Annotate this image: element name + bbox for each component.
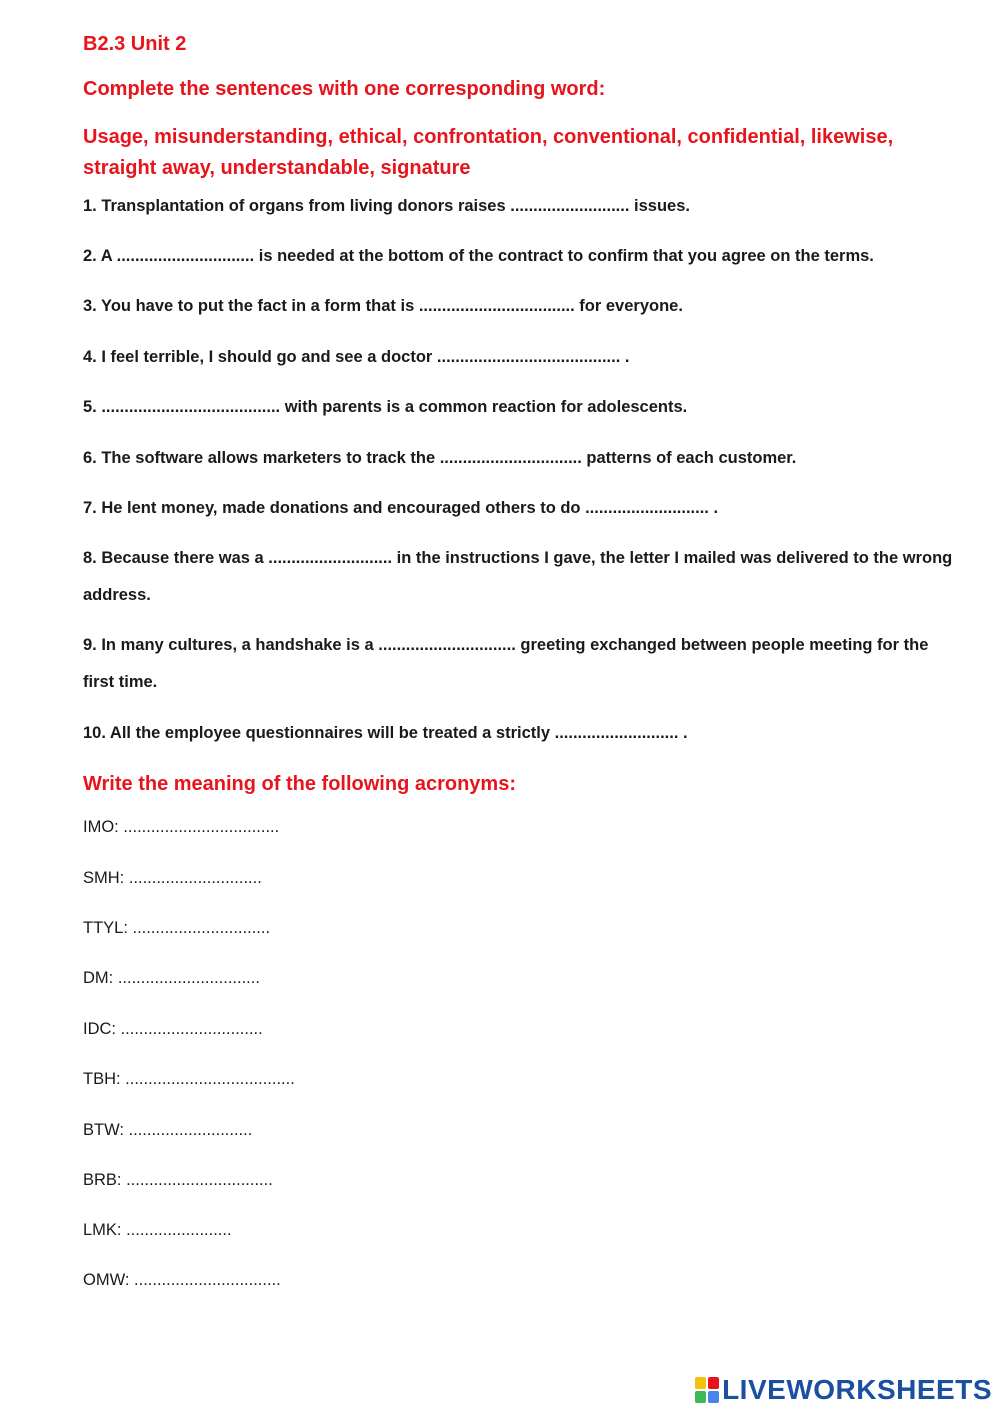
word-bank: Usage, misunderstanding, ethical, confrontation, conventional, confidential, likewise, straight away, understandable, signature bbox=[83, 126, 894, 179]
question-2: 2. A .............................. is needed at the bottom of the contract to confirm that you agree on the terms. bbox=[83, 247, 874, 265]
question-7: 7. He lent money, made donations and encouraged others to do ........................... . bbox=[83, 499, 719, 517]
question-6: 6. The software allows marketers to track the ............................... patterns of each customer. bbox=[83, 449, 797, 467]
question-3: 3. You have to put the fact in a form that is .................................. for everyone. bbox=[83, 297, 683, 315]
acronym-omw: OMW: ................................ bbox=[83, 1271, 281, 1289]
acronym-idc: IDC: ............................... bbox=[83, 1020, 263, 1038]
question-1: 1. Transplantation of organs from living donors raises .......................... issues. bbox=[83, 197, 690, 215]
acronym-dm: DM: ............................... bbox=[83, 969, 260, 987]
acronym-smh: SMH: ............................. bbox=[83, 869, 262, 887]
acronym-tbh: TBH: ..................................... bbox=[83, 1070, 295, 1088]
logo-icon bbox=[695, 1377, 719, 1403]
question-4: 4. I feel terrible, I should go and see a doctor ........................................ . bbox=[83, 348, 630, 366]
acronym-imo: IMO: .................................. bbox=[83, 818, 280, 836]
acronym-btw: BTW: ........................... bbox=[83, 1121, 253, 1139]
question-10: 10. All the employee questionnaires will be treated a strictly ........................... . bbox=[83, 724, 688, 742]
acronym-brb: BRB: ................................ bbox=[83, 1171, 273, 1189]
instruction-heading: Complete the sentences with one corresponding word: bbox=[83, 78, 606, 100]
acronym-ttyl: TTYL: .............................. bbox=[83, 919, 271, 937]
acronym-lmk: LMK: ....................... bbox=[83, 1221, 232, 1239]
question-8: 8. Because there was a ........................... in the instructions I gave, the letter I mailed was delivered to the wrong address. bbox=[83, 549, 953, 604]
liveworksheets-logo bbox=[695, 1375, 992, 1405]
logo-text: LIVEWORKSHEETS bbox=[722, 1374, 992, 1405]
acronyms-heading: Write the meaning of the following acronyms: bbox=[83, 773, 516, 795]
worksheet-title: B2.3 Unit 2 bbox=[83, 33, 187, 55]
question-5: 5. ....................................... with parents is a common reaction for adolescents. bbox=[83, 398, 688, 416]
question-9: 9. In many cultures, a handshake is a .............................. greeting exchanged between people meeting for the first time. bbox=[83, 636, 929, 691]
